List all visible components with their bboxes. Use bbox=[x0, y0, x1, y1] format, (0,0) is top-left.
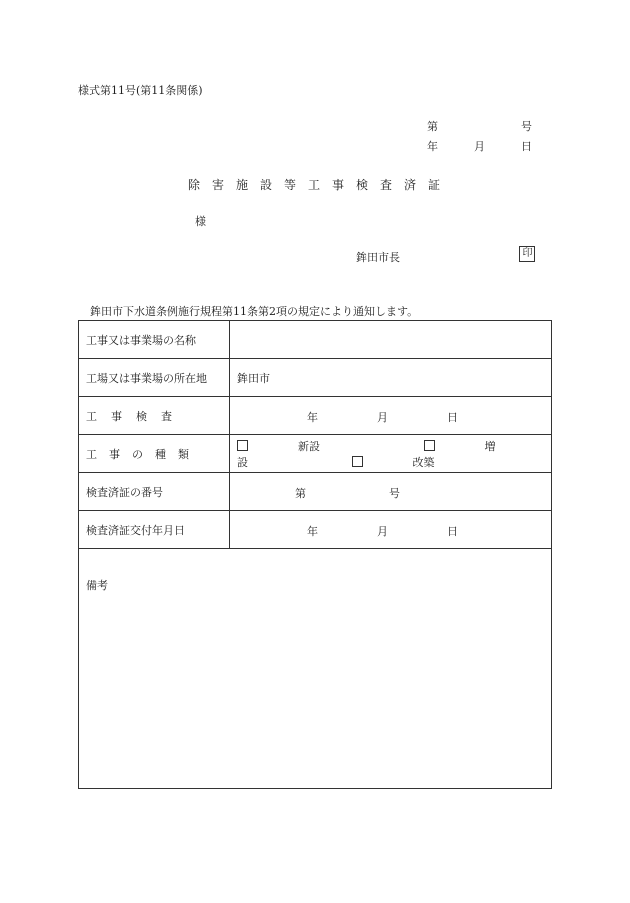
date-year: 年 bbox=[427, 140, 438, 153]
issuer-name: 鉾田市長 bbox=[356, 251, 400, 264]
table-row bbox=[79, 473, 552, 511]
table-row bbox=[79, 321, 552, 359]
inspection-month: 月 bbox=[377, 410, 388, 424]
cert-go: 号 bbox=[389, 486, 400, 500]
inspection-year: 年 bbox=[307, 410, 318, 424]
cert-dai: 第 bbox=[295, 486, 306, 500]
option-rebuild-label: 改築 bbox=[412, 455, 435, 469]
row-label-work-type: 工事の種類 bbox=[79, 435, 230, 473]
checkbox-new[interactable] bbox=[237, 440, 248, 451]
seal-mark: 印 bbox=[519, 246, 535, 262]
table-row bbox=[79, 549, 552, 789]
row-label-location: 工場又は事業場の所在地 bbox=[79, 359, 230, 397]
row-label-name: 工事又は事業場の名称 bbox=[79, 321, 230, 359]
number-go: 号 bbox=[521, 120, 532, 133]
table-row bbox=[79, 397, 552, 435]
option-new[interactable] bbox=[237, 440, 370, 453]
inspection-table bbox=[78, 320, 552, 789]
notice-text: 鉾田市下水道条例施行規程第11条第2項の規定により通知します。 bbox=[90, 305, 419, 318]
remarks-label: 備考 bbox=[86, 579, 108, 592]
date-day: 日 bbox=[521, 140, 532, 153]
checkbox-rebuild[interactable] bbox=[352, 456, 363, 467]
row-label-cert-number: 検査済証の番号 bbox=[79, 473, 230, 511]
inspection-day: 日 bbox=[447, 410, 458, 424]
option-rebuild[interactable] bbox=[352, 456, 485, 469]
row-label-issue-date: 検査済証交付年月日 bbox=[79, 511, 230, 549]
issue-day: 日 bbox=[447, 524, 458, 538]
row-value-name[interactable] bbox=[230, 321, 552, 359]
row-value-inspection-date[interactable] bbox=[230, 397, 552, 435]
row-value-location[interactable]: 鉾田市 bbox=[230, 359, 552, 397]
number-dai: 第 bbox=[427, 120, 438, 133]
row-value-issue-date[interactable] bbox=[230, 511, 552, 549]
table-row bbox=[79, 359, 552, 397]
option-expand-label: 増設 bbox=[237, 439, 496, 469]
table-row bbox=[79, 511, 552, 549]
row-value-work-type bbox=[230, 435, 552, 473]
remarks-cell[interactable] bbox=[79, 549, 552, 789]
issue-year: 年 bbox=[307, 524, 318, 538]
checkbox-expand[interactable] bbox=[424, 440, 435, 451]
row-value-cert-number[interactable] bbox=[230, 473, 552, 511]
table-row bbox=[79, 435, 552, 473]
date-month: 月 bbox=[474, 140, 485, 153]
document-title: 除害施設等工事検査済証 bbox=[188, 178, 453, 192]
row-label-inspection: 工事検査 bbox=[79, 397, 230, 435]
option-new-label: 新設 bbox=[298, 439, 320, 453]
addressee-suffix: 様 bbox=[195, 215, 206, 228]
issue-month: 月 bbox=[377, 524, 388, 538]
form-number-label: 様式第11号(第11条関係) bbox=[78, 84, 203, 97]
